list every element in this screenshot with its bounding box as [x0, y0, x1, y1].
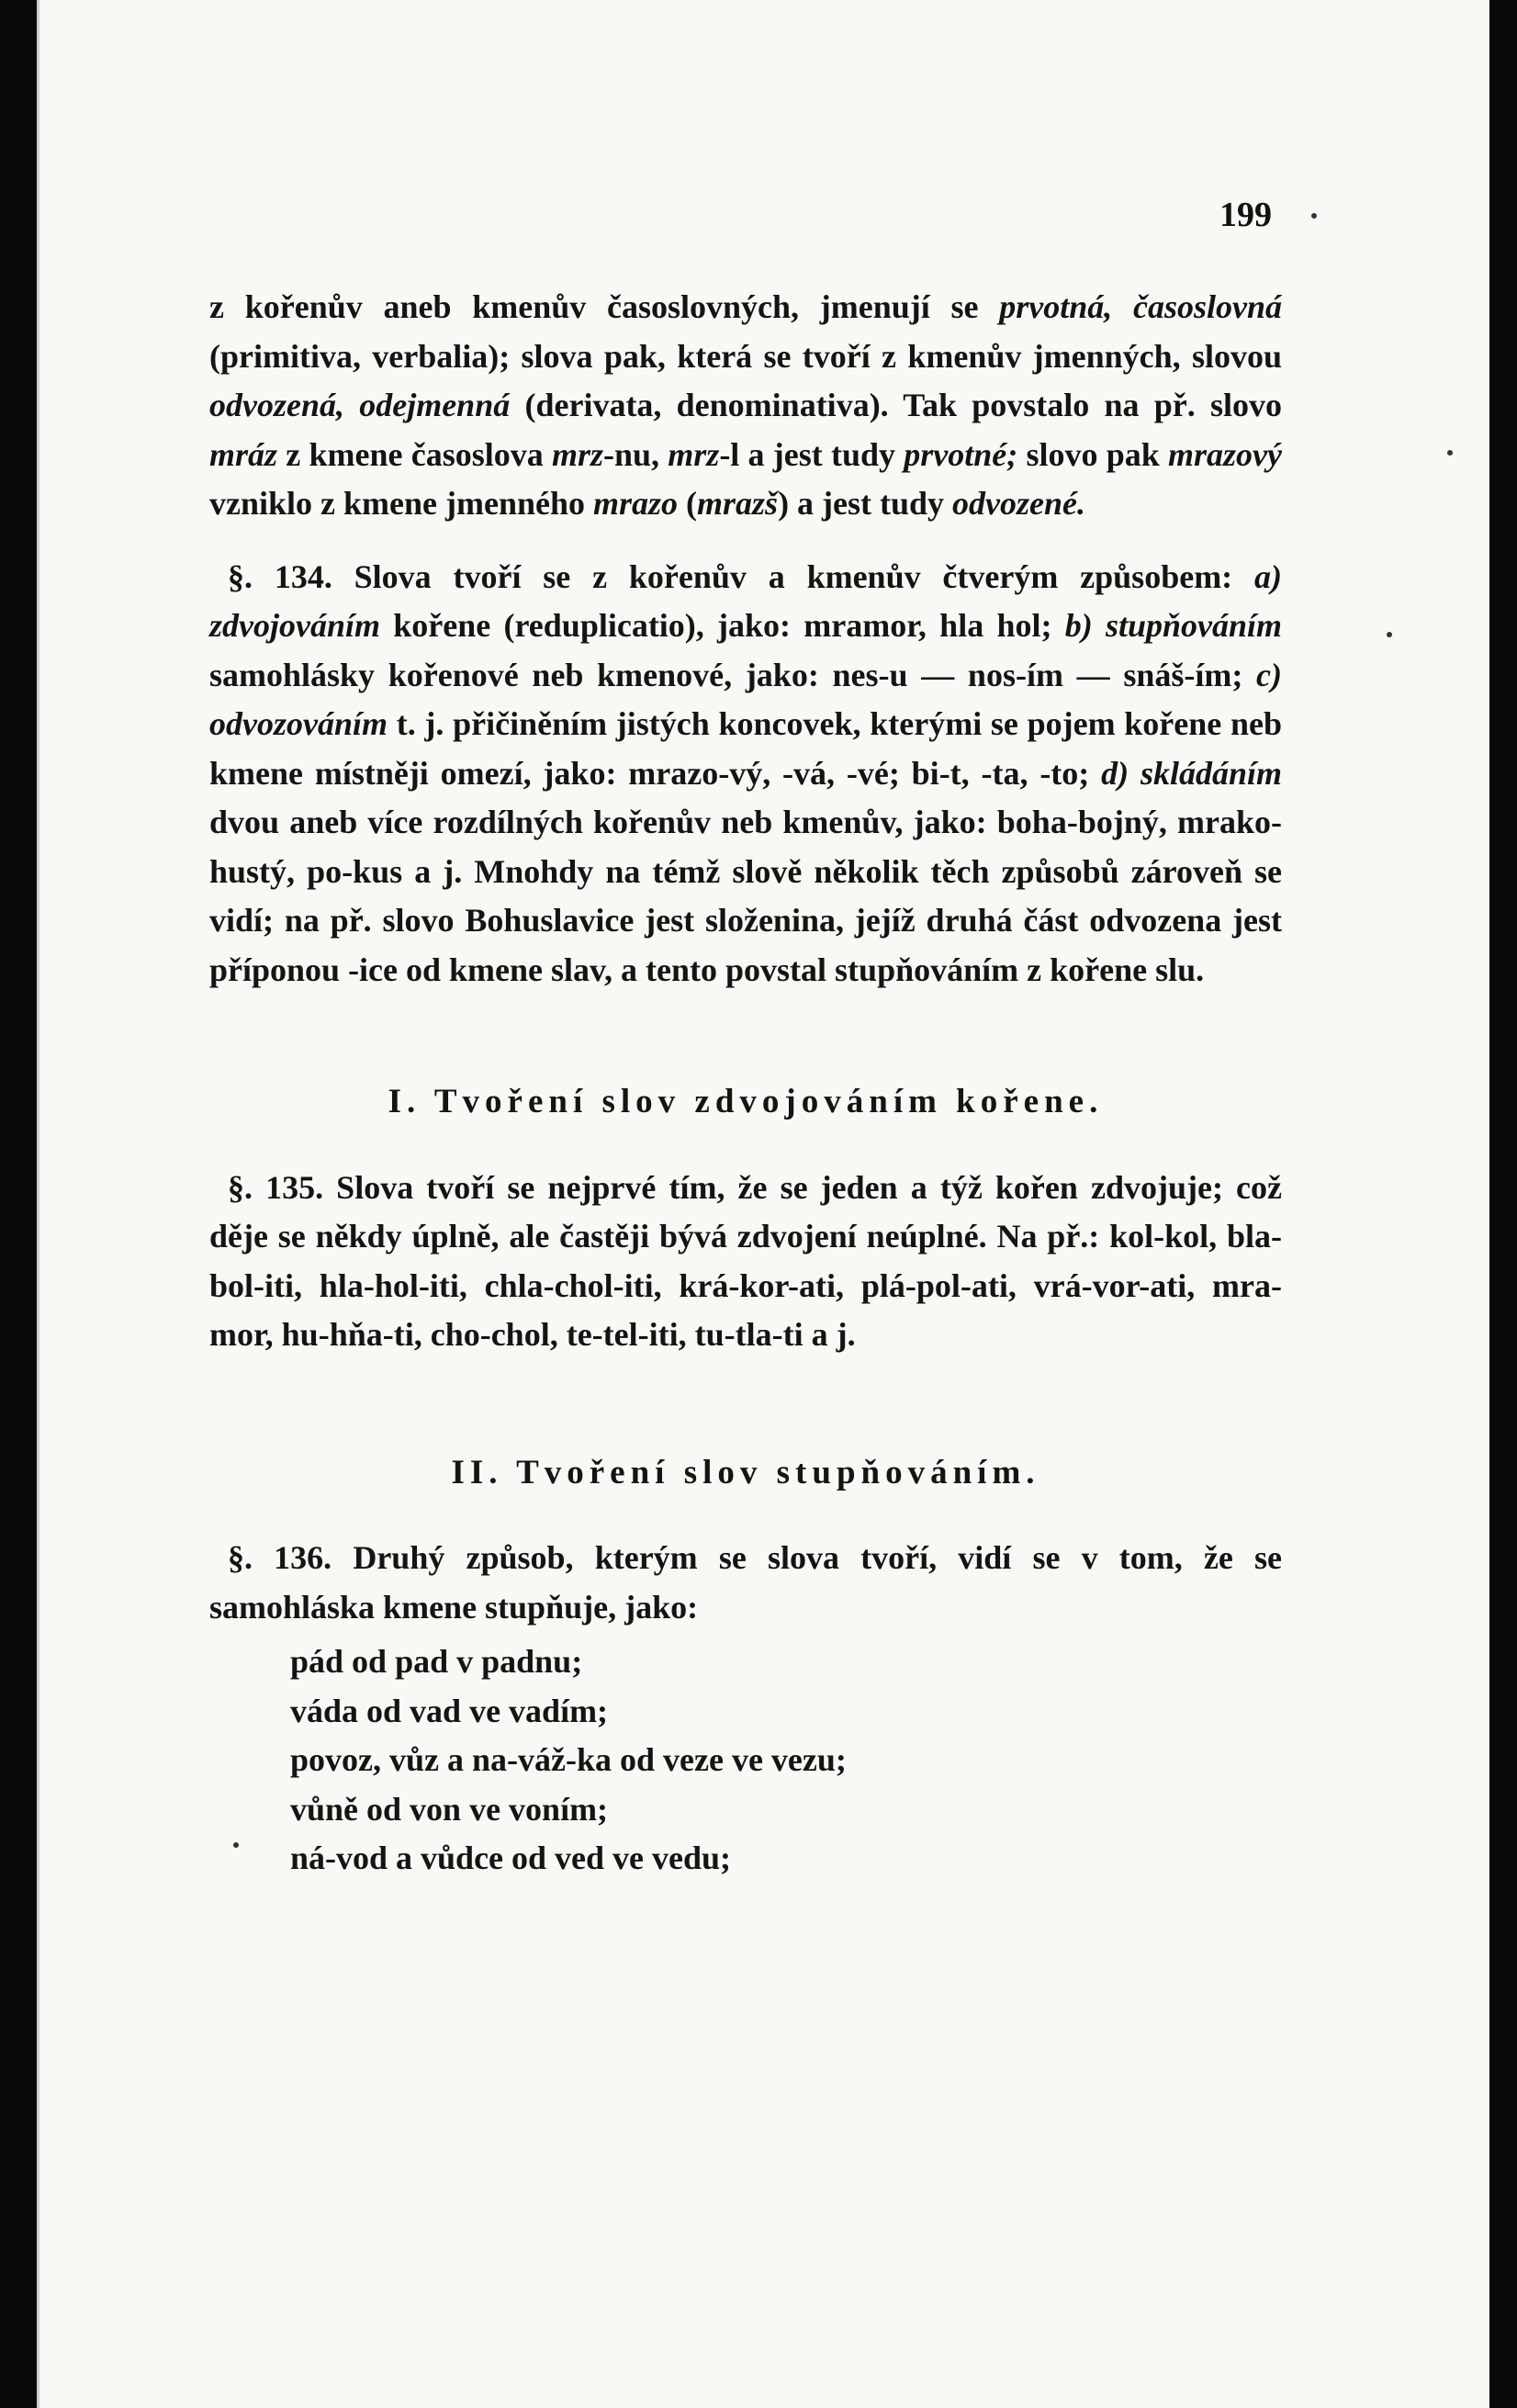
- intro-paragraph: [209, 283, 1282, 529]
- section-heading-1: I. Tvoření slov zdvojováním kořene.: [388, 1083, 1104, 1120]
- italic-term: odvozené.: [952, 485, 1086, 522]
- italic-term: odvozená, odejmenná: [209, 387, 511, 423]
- italic-term: prvotné;: [904, 435, 1018, 473]
- speck: [1447, 450, 1453, 456]
- page-body: [209, 283, 1282, 1884]
- example-item: pád od pad v padnu;: [290, 1643, 583, 1680]
- example-item: povoz, vůz a na-váž-ka od veze ve vezu;: [290, 1741, 847, 1778]
- italic-term: mrazš: [697, 485, 779, 522]
- example-item: váda od vad ve vadím;: [290, 1692, 609, 1729]
- italic-term: mrazový: [1168, 435, 1283, 473]
- text-run: (derivata, denominativa). Tak povstalo na př. slovo: [510, 387, 1282, 423]
- example-item: vůně od von ve voním;: [290, 1790, 609, 1828]
- example-list: [209, 1637, 1282, 1884]
- speck: [233, 1842, 239, 1848]
- italic-term: mrz: [551, 435, 603, 473]
- italic-term: a) zdvojováním: [209, 557, 1282, 644]
- italic-term: časoslovná: [1133, 288, 1282, 325]
- paragraph-135: §. 135. Slova tvoří se nejprvé tím, že se jeden a týž kořen zdvojuje; což děje se někdy úplně, ale častěji bývá zdvojení neúplné. Na př.: kol-kol, bla-bol-iti, hla-hol-iti, chla-chol-iti, krá-kor-ati, plá-pol-ati, vrá-vor-ati, mra-mor, hu-hňa-ti, cho-chol, te-tel-iti, tu-tla-ti a j.: [209, 1168, 1282, 1353]
- text-run: z kmene časoslova: [277, 435, 552, 473]
- speck: [1311, 213, 1317, 219]
- example-item: ná-vod a vůdce od ved ve vedu;: [290, 1840, 732, 1876]
- page-number: 199: [1219, 196, 1272, 234]
- text-run: ) a jest tudy: [778, 485, 953, 522]
- italic-term: c) odvozováním: [209, 656, 1282, 742]
- italic-term: mrazo: [593, 485, 679, 522]
- text-run: t. j. přičiněním jistých koncovek, kterými se pojem kořene neb kmene místněji omezí, jako: mrazo-vý, -vá, -vé; bi-t, -ta, -to;: [209, 705, 1282, 792]
- text-run: z kořenův aneb kmenův časoslovných, jmenují se: [209, 288, 1000, 325]
- text-run: kořene (reduplicatio), jako: mramor, hla hol;: [380, 607, 1065, 644]
- text-run: vzniklo z kmene jmenného: [209, 485, 593, 522]
- italic-term: mráz: [209, 435, 278, 473]
- italic-term: b) stupňováním: [1064, 607, 1282, 644]
- text-run: -l a jest tudy: [719, 435, 905, 473]
- italic-term: mrz: [668, 435, 720, 473]
- italic-term: d) skládáním: [1101, 754, 1283, 792]
- text-run: -nu,: [603, 435, 669, 473]
- section-heading-2: II. Tvoření slov stupňováním.: [451, 1453, 1040, 1491]
- paragraph-134: [209, 553, 1282, 996]
- italic-term: prvotná,: [999, 288, 1113, 325]
- paragraph-136: §. 136. Druhý způsob, kterým se slova tvoří, vidí se v tom, že se samohláska kmene stupňuje, jako:: [209, 1539, 1282, 1626]
- text-run: slovo pak: [1017, 435, 1169, 473]
- page-edge: [37, 0, 39, 2408]
- text-run: §. 134. Slova tvoří se z kořenův a kmenův čtverým způsobem:: [228, 557, 1254, 595]
- text-run: (primitiva, verbalia); slova pak, která se tvoří z kmenův jmenných, slovou: [209, 337, 1282, 375]
- text-run: (: [678, 485, 698, 522]
- text-run: samohlásky kořenové neb kmenové, jako: nes-u — nos-ím — snáš-ím;: [209, 656, 1257, 693]
- text-run: dvou aneb více rozdílných kořenův neb kmenův, jako: boha-bojný, mrako-hustý, po-kus a j. Mnohdy na témž slově několik těch způsobů zároveň se vidí; na př. slovo Bohuslavice jest složenina, jejíž druhá část odvozena jest příponou -ice od kmene slav, a tento povstal stupňováním z kořene slu.: [209, 804, 1282, 988]
- speck: [1387, 632, 1392, 637]
